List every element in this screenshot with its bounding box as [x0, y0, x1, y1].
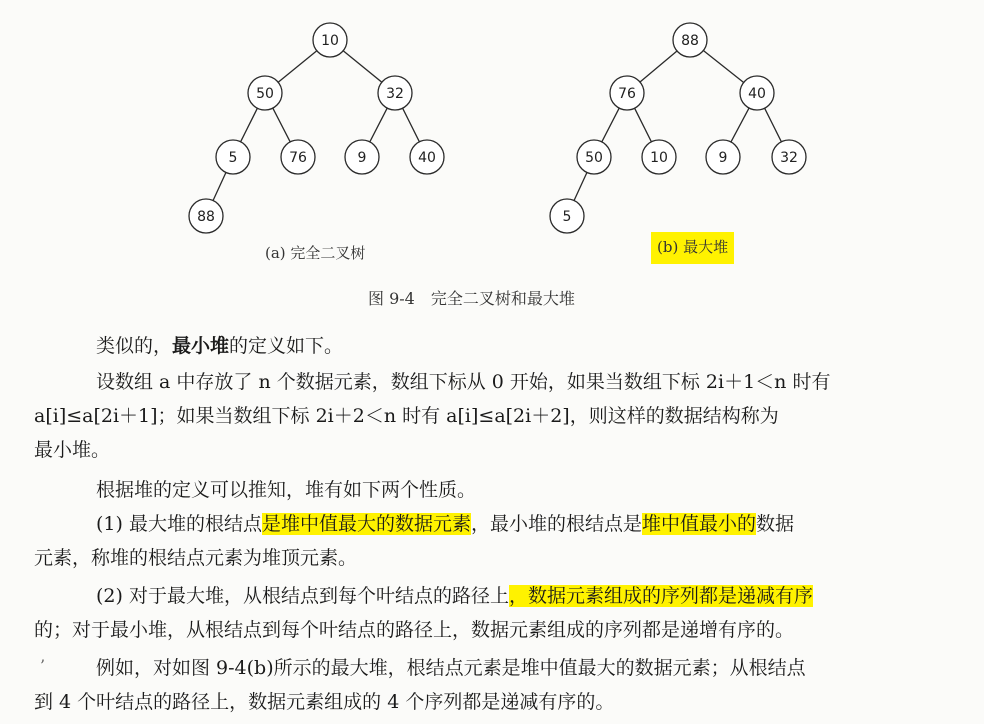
tree-node-label: 32 [780, 150, 798, 166]
tree-node-label: 40 [418, 150, 436, 166]
tree-node-label: 76 [618, 86, 636, 102]
caption-b [651, 236, 734, 257]
tree-node [673, 23, 707, 57]
tree-edge [574, 172, 587, 200]
p2-line1: 设数组 a 中存放了 n 个数据元素，数组下标从 0 开始，如果当数组下标 2i＋1＜n 时有 [96, 371, 831, 393]
tree-node-label: 40 [748, 86, 766, 102]
p2-line3: 最小堆。 [34, 439, 111, 461]
tree-node [248, 76, 282, 110]
tree-node-label: 10 [650, 150, 668, 166]
tree-node-label: 9 [357, 150, 367, 166]
p1-text-c: 的定义如下。 [229, 335, 344, 357]
p6-line1: 例如，对如图 9-4(b)所示的最大堆，根结点元素是堆中值最大的数据元素；从根结点 [96, 657, 806, 679]
tree-node [550, 199, 584, 233]
tree-node [610, 76, 644, 110]
tree-node [410, 140, 444, 174]
stray-mark: ’ [40, 656, 46, 675]
tree-node-label: 32 [386, 86, 404, 102]
tree-node [577, 140, 611, 174]
tree-node-label: 5 [228, 150, 238, 166]
tree-node [313, 23, 347, 57]
tree-edge [635, 108, 652, 142]
tree-node [740, 76, 774, 110]
tree-node [378, 76, 412, 110]
tree-edge [640, 51, 677, 82]
tree-edge [703, 51, 743, 83]
figure-title: 图 9-4 完全二叉树和最大堆 [368, 289, 575, 308]
tree-node-label: 88 [681, 33, 699, 49]
p4-text-a: (1) 最大堆的根结点 [96, 513, 262, 535]
tree-node-label: 50 [256, 86, 274, 102]
tree-edge [241, 108, 258, 142]
p6-line2: 到 4 个叶结点的路径上，数据元素组成的 4 个序列都是递减有序的。 [34, 691, 615, 713]
p5-line2: 的；对于最小堆，从根结点到每个叶结点的路径上，数据元素组成的序列都是递增有序的。 [34, 619, 795, 641]
p4-highlight-1: 是堆中值最大的数据元素 [261, 513, 471, 535]
tree-edge [403, 108, 420, 142]
tree-node [345, 140, 379, 174]
p3-text: 根据堆的定义可以推知，堆有如下两个性质。 [96, 479, 477, 501]
tree-edge [602, 108, 619, 142]
tree-edge [731, 108, 749, 142]
tree-edge [370, 108, 387, 142]
caption-a: (a) 完全二叉树 [265, 244, 366, 262]
tree-node-label: 88 [197, 209, 215, 225]
tree-figure [0, 0, 984, 300]
tree-node-label: 10 [321, 33, 339, 49]
paragraph-min-heap-def-line3 [34, 434, 974, 466]
tree-node [216, 140, 250, 174]
p1-term-min-heap: 最小堆 [172, 335, 230, 357]
tree-edge [765, 108, 782, 142]
p4-highlight-2: 堆中值最小的 [642, 513, 757, 535]
paragraph-property2-line2 [34, 614, 974, 646]
tree-node [189, 199, 223, 233]
tree-edge [343, 51, 382, 83]
paragraph-property1-line2 [34, 542, 974, 574]
tree-node [706, 140, 740, 174]
tree-node-label: 50 [585, 150, 603, 166]
p4-text-e: 数据 [756, 513, 795, 535]
tree-b-max-heap [550, 23, 806, 233]
tree-node [281, 140, 315, 174]
tree-node [772, 140, 806, 174]
paragraph-example-line2 [34, 686, 974, 718]
p4-text-c: ，最小堆的根结点是 [470, 513, 642, 535]
tree-node-label: 5 [562, 209, 572, 225]
tree-edge [278, 51, 317, 83]
tree-node-label: 9 [718, 150, 728, 166]
tree-a-complete-binary-tree [189, 23, 444, 233]
p2-line2: a[i]≤a[2i＋1]；如果当数组下标 2i＋2＜n 时有 a[i]≤a[2i＋2]，则这样的数据结构称为 [34, 405, 779, 427]
p5-text-a: (2) 对于最大堆，从根结点到每个叶结点的路径上 [96, 585, 509, 607]
tree-edge [273, 108, 290, 142]
p4-line2: 元素，称堆的根结点元素为堆顶元素。 [34, 547, 358, 569]
tree-node [642, 140, 676, 174]
tree-edge [213, 172, 226, 200]
p1-text-a: 类似的， [96, 335, 173, 357]
tree-node-label: 76 [289, 150, 307, 166]
p5-highlight: ，数据元素组成的序列都是递减有序 [508, 585, 813, 607]
paragraph-min-heap-def-line2 [34, 400, 974, 432]
caption-b-highlight: (b) 最大堆 [651, 232, 734, 264]
